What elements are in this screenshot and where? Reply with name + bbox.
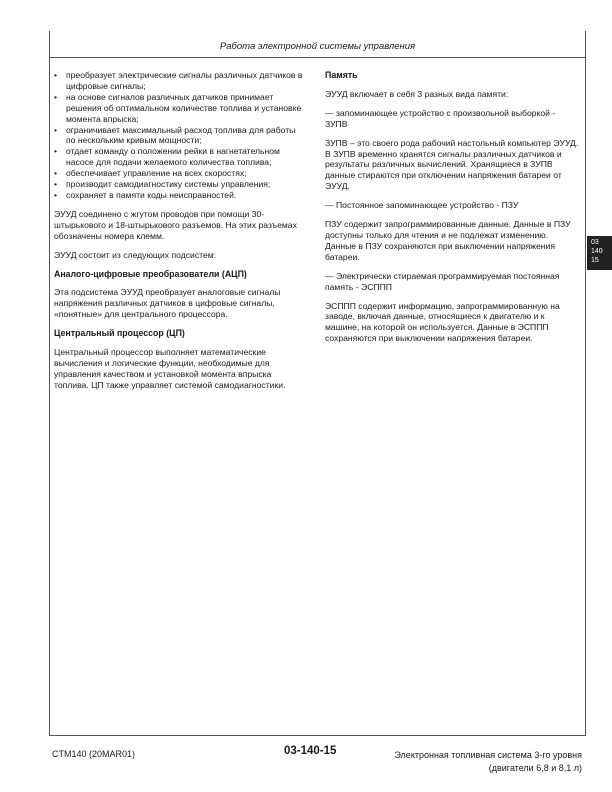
adc-heading: Аналого-цифровые преобразователи (АЦП): [54, 268, 247, 279]
function-list: [54, 70, 307, 201]
bullet-icon: •: [54, 124, 58, 135]
eeprom-title: — Электрически стираемая программируемая постоянная память - ЭСППП: [325, 270, 560, 292]
bullet-icon: •: [54, 70, 58, 80]
footer-title-line1: Электронная топливная система 3-го уровня: [394, 750, 582, 760]
cpu-paragraph: Центральный процессор выполняет математические вычисления и логические функции, необходимые для управления качеством и установкой момента впрыска топлива. ЦП также управляет системой самодиагностики.: [54, 347, 286, 390]
list-item: • на основе сигналов различных датчиков принимает решения об оптимальном количестве топлива и установке момента впрыска;: [54, 91, 302, 124]
list-item: • отдает команду о положении рейки в нагнетательном насосе для подачи желаемого количества топлива;: [54, 146, 280, 168]
ram-description: ЗУПВ – это своего рода рабочий настольный компьютер ЭУУД. В ЗУПВ временно хранятся сигналы различных датчиков и результаты различных вычислений. Хранящиеся в ЗУПВ данные стираются при отключении напряжения батареи от ЭУУД.: [325, 137, 579, 192]
list-item: • производит самодиагностику системы управления;: [54, 179, 271, 190]
bullet-icon: •: [54, 179, 58, 190]
page-frame-left: [49, 31, 50, 735]
footer-manual-id: CTM140 (20MAR01): [52, 749, 136, 759]
eeprom-description: ЭСППП содержит информацию, запрограммированную на заводе, включая данные, относящиеся к двигателю и к машине, на которой он используется. Данные в ЭСППП сохраняются при выключении напряжения батареи.: [325, 300, 560, 344]
right-column: [325, 70, 579, 352]
section-tab-line: 15: [591, 257, 599, 264]
rom-title: — Постоянное запоминающее устройство - ПЗУ: [325, 200, 519, 211]
section-tab-line: 03: [591, 239, 599, 246]
subsystems-paragraph: ЭУУД состоит из следующих подсистем:: [54, 249, 217, 260]
left-column: [54, 70, 307, 399]
bullet-icon: •: [54, 168, 58, 179]
ram-title: — запоминающее устройство с произвольной выборкой - ЗУПВ: [325, 107, 556, 129]
memory-intro: ЭУУД включает в себя 3 разных вида памяти:: [325, 88, 509, 99]
memory-heading: Память: [325, 70, 358, 80]
footer-title: [394, 749, 582, 775]
list-item: • ограничивает максимальный расход топлива для работы по нескольким кривым мощности;: [54, 124, 296, 146]
section-tab-line: 140: [591, 248, 603, 255]
adc-paragraph: Эта подсистема ЭУУД преобразует аналоговые сигналы напряжения различных датчиков в цифровые сигналы, «понятные» для центрального процессора.: [54, 287, 281, 320]
bullet-icon: •: [54, 189, 58, 200]
list-item: • преобразует электрические сигналы различных датчиков в цифровые сигналы;: [54, 70, 303, 91]
footer-title-line2: (двигатели 6,8 и 8,1 л): [488, 763, 582, 773]
header-divider: [49, 57, 586, 58]
list-item: • сохраняет в памяти коды неисправностей.: [54, 189, 237, 200]
section-tab: [587, 236, 612, 270]
page-frame-right: [585, 31, 586, 735]
bullet-icon: •: [54, 146, 58, 157]
cpu-heading: Центральный процессор (ЦП): [54, 328, 185, 339]
page-header-title: Работа электронной системы управления: [219, 41, 416, 52]
rom-description: ПЗУ содержит запрограммированные данные. Данные в ПЗУ доступны только для чтения и не подлежат изменению. Данные в ПЗУ сохраняются при выключении напряжения батареи.: [325, 219, 571, 262]
list-item: • обеспечивает управление на всех скоростях;: [54, 168, 247, 179]
harness-paragraph: ЭУУД соединено с жгутом проводов при помощи 30-штырькового и 18-штырькового разъемов. На этих разъемах обозначены номера клемм.: [54, 208, 297, 241]
footer-page-number: 03-140-15: [284, 745, 337, 757]
bullet-icon: •: [54, 91, 58, 102]
page-frame-bottom: [49, 735, 586, 736]
